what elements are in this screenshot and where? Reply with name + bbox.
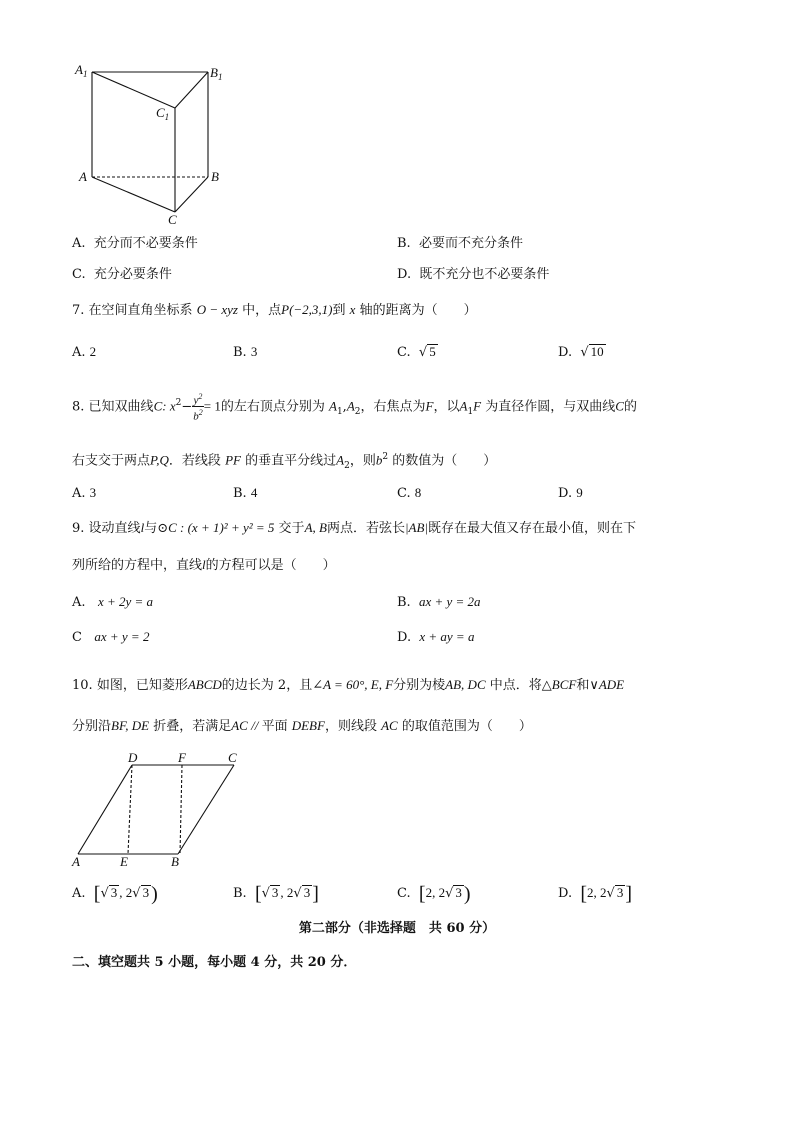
q7-option-d: D. √ 10 (558, 344, 604, 360)
q10-stem-line2: 分别沿BF, DE 折叠，若满足AC // 平面 DEBF，则线段 AC 的取值范围为（ ） (72, 718, 532, 734)
q9-option-d: D. x + ay = a (397, 629, 475, 645)
q8-option-c: C. 8 (397, 485, 422, 501)
q9-option-c: C ax + y = 2 (72, 629, 150, 645)
q6-option-d: D. 既不充分也不必要条件 (397, 267, 550, 282)
q8-stem-line2: 右支交于两点P,Q．若线段 PF 的垂直平分线过$A_2$，则$b^2$ 的数值为（ ） (72, 452, 497, 471)
rhombus-figure (68, 748, 248, 870)
q7-option-b: B. 3 (233, 344, 258, 360)
q10-option-c: C. [2, 2√ 3 ) (397, 883, 471, 905)
rhombus-label-c: C (228, 750, 237, 765)
q9-stem-line2: 列所给的方程中，直线l的方程可以是（ ） (72, 557, 336, 573)
rhombus-label-a: A (72, 854, 80, 869)
label-b1: $B_1$ (210, 65, 223, 82)
q7-option-a: A. 2 (72, 344, 97, 360)
rhombus-label-b: B (171, 854, 179, 869)
q7-option-c: C. √ 5 (397, 344, 436, 360)
q6-option-b: B. 必要而不充分条件 (397, 236, 523, 251)
q6-option-a: A. 充分而不必要条件 (72, 236, 198, 251)
q9-option-b: B. ax + y = 2a (397, 594, 481, 610)
label-a1: $A_1$ (75, 62, 88, 79)
rhombus-label-f: F (178, 750, 186, 765)
label-c: C (168, 212, 177, 227)
q8-option-d: D. 9 (558, 485, 583, 501)
q8-option-a: A. 3 (72, 485, 97, 501)
q9-option-a: A. x + 2y = a (72, 594, 154, 610)
label-a: A (79, 169, 87, 184)
q6-option-c: C. 充分必要条件 (72, 267, 172, 282)
q10-stem-line1: 10. 如图，已知菱形ABCD的边长为 2，且∠A = 60°, E, F分别为棱AB, DC 中点．将△BCF和∨ADE (72, 677, 625, 693)
label-b: B (211, 169, 219, 184)
part2-heading: 第二部分（非选择题 共 60 分） (298, 921, 496, 936)
q9-stem-line1: 9. 设动直线l与⊙C : (x + 1)² + y² = 5 交于A, B两点．若弦长|AB|既存在最大值又存在最小值，则在下 (72, 520, 637, 536)
q10-option-a: A. [√ 3 , 2√ 3 ) (72, 883, 158, 905)
part2-section-title: 二、填空题共 5 小题，每小题 4 分，共 20 分． (72, 955, 357, 970)
q8-stem-line1: 8. 已知双曲线C: $x^2-$ $\frac{y^2}{b^2}$ = 1的左右顶点分别为 $A_1,A_2$，右焦点为F，以$A_1F$ 为直径作圆，与双曲线C的 (72, 391, 637, 423)
q10-option-d: D. [2, 2√ 3 ] (558, 883, 632, 905)
rhombus-label-e: E (120, 854, 128, 869)
q7-stem: 7. 在空间直角坐标系 O − xyz 中，点P(−2,3,1)到 x 轴的距离为（ ） (72, 302, 477, 318)
q10-option-b: B. [√ 3 , 2√ 3 ] (233, 883, 319, 905)
label-c1: $C_1$ (156, 105, 170, 122)
rhombus-label-d: D (128, 750, 138, 765)
prism-figure (70, 60, 240, 230)
q8-option-b: B. 4 (233, 485, 258, 501)
